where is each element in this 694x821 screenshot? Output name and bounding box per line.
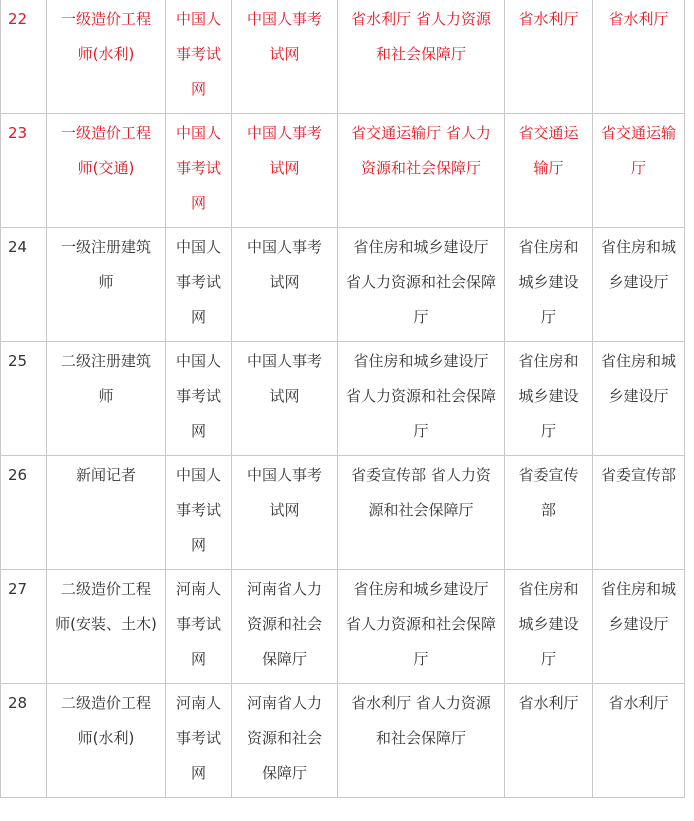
authority-a: 省住房和城乡建设厅 <box>505 342 593 456</box>
registration-site: 中国人事考试网 <box>166 228 232 342</box>
publisher: 中国人事考试网 <box>232 456 338 570</box>
responsible-departments: 省住房和城乡建设厅 省人力资源和社会保障厅 <box>338 228 505 342</box>
exam-name: 一级造价工程师(交通) <box>47 114 166 228</box>
exam-name: 一级注册建筑师 <box>47 228 166 342</box>
responsible-departments: 省住房和城乡建设厅 省人力资源和社会保障厅 <box>338 570 505 684</box>
authority-a: 省住房和城乡建设厅 <box>505 570 593 684</box>
authority-a: 省水利厅 <box>505 0 593 114</box>
publisher: 中国人事考试网 <box>232 342 338 456</box>
registration-site: 河南人事考试网 <box>166 684 232 798</box>
row-number: 27 <box>1 570 47 684</box>
registration-site: 中国人事考试网 <box>166 0 232 114</box>
publisher: 河南省人力资源和社会保障厅 <box>232 570 338 684</box>
table-row <box>1 342 685 456</box>
row-number: 25 <box>1 342 47 456</box>
authority-a: 省住房和城乡建设厅 <box>505 228 593 342</box>
table-row <box>1 684 685 798</box>
authority-b: 省住房和城乡建设厅 <box>593 342 685 456</box>
publisher: 中国人事考试网 <box>232 114 338 228</box>
publisher: 河南省人力资源和社会保障厅 <box>232 684 338 798</box>
exam-name: 新闻记者 <box>47 456 166 570</box>
exam-name: 二级注册建筑师 <box>47 342 166 456</box>
authority-b: 省水利厅 <box>593 684 685 798</box>
responsible-departments: 省住房和城乡建设厅 省人力资源和社会保障厅 <box>338 342 505 456</box>
authority-a: 省交通运输厅 <box>505 114 593 228</box>
authority-b: 省交通运输厅 <box>593 114 685 228</box>
exam-name: 一级造价工程师(水利) <box>47 0 166 114</box>
authority-a: 省水利厅 <box>505 684 593 798</box>
registration-site: 中国人事考试网 <box>166 114 232 228</box>
registration-site: 中国人事考试网 <box>166 456 232 570</box>
table-row <box>1 0 685 114</box>
row-number: 23 <box>1 114 47 228</box>
authority-b: 省住房和城乡建设厅 <box>593 570 685 684</box>
responsible-departments: 省水利厅 省人力资源和社会保障厅 <box>338 0 505 114</box>
registration-site: 中国人事考试网 <box>166 342 232 456</box>
authority-b: 省水利厅 <box>593 0 685 114</box>
authority-b: 省委宣传部 <box>593 456 685 570</box>
table-row <box>1 456 685 570</box>
publisher: 中国人事考试网 <box>232 228 338 342</box>
responsible-departments: 省委宣传部 省人力资源和社会保障厅 <box>338 456 505 570</box>
table-row <box>1 114 685 228</box>
exam-name: 二级造价工程师(水利) <box>47 684 166 798</box>
table-row <box>1 570 685 684</box>
row-number: 24 <box>1 228 47 342</box>
registration-site: 河南人事考试网 <box>166 570 232 684</box>
row-number: 22 <box>1 0 47 114</box>
exam-name: 二级造价工程师(安装、土木) <box>47 570 166 684</box>
responsible-departments: 省水利厅 省人力资源和社会保障厅 <box>338 684 505 798</box>
table-row <box>1 228 685 342</box>
row-number: 28 <box>1 684 47 798</box>
authority-b: 省住房和城乡建设厅 <box>593 228 685 342</box>
authority-a: 省委宣传部 <box>505 456 593 570</box>
row-number: 26 <box>1 456 47 570</box>
responsible-departments: 省交通运输厅 省人力资源和社会保障厅 <box>338 114 505 228</box>
publisher: 中国人事考试网 <box>232 0 338 114</box>
